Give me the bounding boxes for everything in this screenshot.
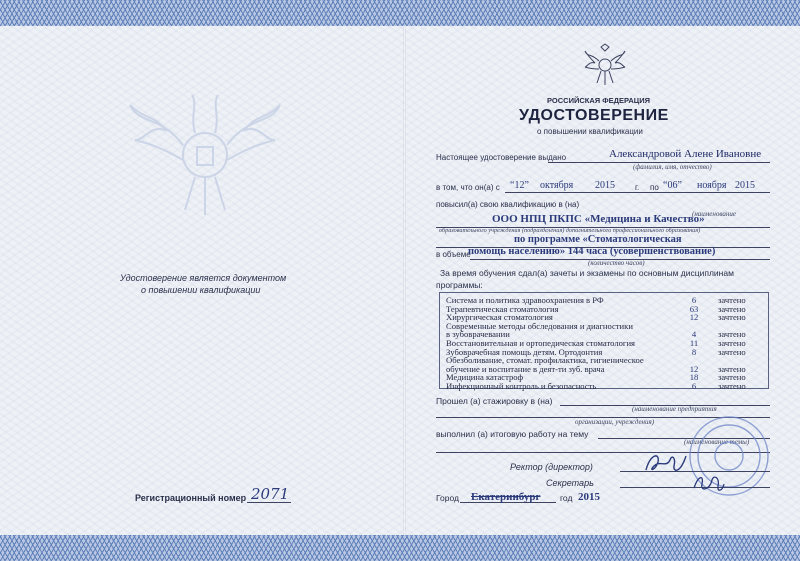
course-result: зачтено	[718, 346, 746, 357]
course-name: Медицина катастроф	[446, 372, 524, 383]
period-from-year: 2015	[595, 180, 615, 191]
period-to-prefix: по	[650, 183, 659, 192]
reg-number-value: 2071	[251, 485, 290, 503]
course-result: зачтено	[718, 303, 746, 314]
rector-label: Ректор (директор)	[510, 462, 593, 472]
document-title: УДОСТОВЕРЕНИЕ	[519, 107, 669, 124]
volume-label: в объеме	[436, 250, 471, 259]
course-name: обучение и воспитание в деят-ти зуб. врача	[446, 363, 605, 374]
city-label: Город	[436, 493, 459, 503]
guilloche-border-top	[0, 0, 800, 26]
rector-signature-icon	[640, 448, 690, 480]
course-result: зачтено	[718, 329, 746, 340]
coat-of-arms-icon	[583, 43, 627, 87]
internship-hint1: (наименование предприятия	[632, 405, 717, 413]
period-to-year: 2015	[735, 180, 755, 191]
course-hours: 63	[689, 303, 699, 314]
double-eagle-watermark-icon	[120, 85, 290, 225]
course-name: Зубоврачебная помощь детям. Ортодонтия	[446, 346, 603, 357]
issued-label: Настоящее удостоверение выдано	[436, 153, 567, 162]
courses-table	[446, 296, 778, 391]
course-hours: 8	[691, 346, 697, 357]
period-to-month: ноября	[697, 180, 727, 191]
course-result: зачтено	[718, 295, 746, 305]
program-line2: помощь населению» 144 часа (усовершенствование)	[468, 246, 716, 257]
period-to-day: “06”	[663, 180, 682, 191]
qualification-label: повысил(а) свою квалификацию в (на)	[436, 200, 580, 209]
document-subtitle: о повышении квалификации	[537, 127, 643, 136]
course-hours: 6	[691, 295, 697, 305]
final-work-hint: (наименование темы)	[684, 438, 750, 446]
course-result: зачтено	[718, 337, 746, 348]
internship-hint2: организации, учреждения)	[575, 418, 655, 426]
course-hours: 12	[689, 312, 699, 323]
course-name: в зубоврачевании	[446, 329, 510, 340]
period-from-day: “12”	[510, 180, 529, 191]
course-name: Обезболивание, стомат. профилактика, гигиеническое	[446, 355, 644, 366]
city-name: Екатеринбург	[471, 491, 541, 503]
left-note-line2: о повышении квалификации	[141, 285, 261, 295]
program-line1: по программе «Стоматологическая	[514, 234, 682, 245]
exams-line2: программы:	[436, 280, 483, 290]
city-year-label: год	[560, 493, 573, 503]
period-year-abbr: г.	[635, 183, 640, 192]
page-fold	[403, 26, 406, 535]
course-name: Современные методы обследования и диагностики	[446, 320, 633, 331]
course-name: Хирургическая стоматология	[446, 312, 553, 323]
course-result: зачтено	[718, 363, 746, 374]
course-hours: 11	[689, 337, 699, 348]
exams-line1: За время обучения сдал(а) зачеты и экзамены по основным дисциплинам	[440, 268, 734, 278]
internship-label: Прошел (а) стажировку в (на)	[436, 396, 553, 406]
course-hours: 12	[689, 363, 699, 374]
course-name: Инфекционный контроль и безопасность	[446, 380, 597, 391]
hours-hint: (количество часов)	[588, 259, 645, 267]
org-hint: (наименование	[692, 210, 736, 218]
issued-name: Александровой Алене Ивановне	[609, 148, 762, 160]
org-hint-full: образовательного учреждения (подразделения) дополнительного профессионального образования)	[439, 227, 701, 234]
course-name: Восстановительная и ортопедическая стоматология	[446, 337, 636, 348]
course-result: зачтено	[718, 312, 746, 323]
course-hours: 18	[689, 372, 699, 383]
course-hours: 6	[691, 380, 697, 391]
city-year: 2015	[578, 491, 600, 503]
issued-hint: (фамилия, имя, отчество)	[633, 163, 712, 171]
course-result: зачтено	[718, 380, 746, 391]
guilloche-border-bottom	[0, 535, 800, 561]
secretary-label: Секретарь	[546, 478, 594, 488]
final-work-label: выполнил (а) итоговую работу на тему	[436, 429, 589, 439]
period-from-month: октября	[540, 180, 574, 191]
course-hours: 4	[691, 329, 697, 340]
course-name: Система и политика здравоохранения в РФ	[446, 295, 604, 305]
secretary-signature-icon	[690, 470, 726, 496]
reg-number-label: Регистрационный номер	[135, 493, 247, 503]
country-label: РОССИЙСКАЯ ФЕДЕРАЦИЯ	[547, 96, 651, 105]
course-result: зачтено	[718, 372, 746, 383]
period-prefix: в том, что он(а) с	[436, 183, 500, 192]
course-row	[446, 382, 778, 391]
course-name: Терапевтическая стоматология	[446, 303, 559, 314]
left-note-line1: Удостоверение является документом	[120, 273, 287, 283]
organization-name: ООО НПЦ ПКПС «Медицина и Качество»	[492, 213, 705, 225]
